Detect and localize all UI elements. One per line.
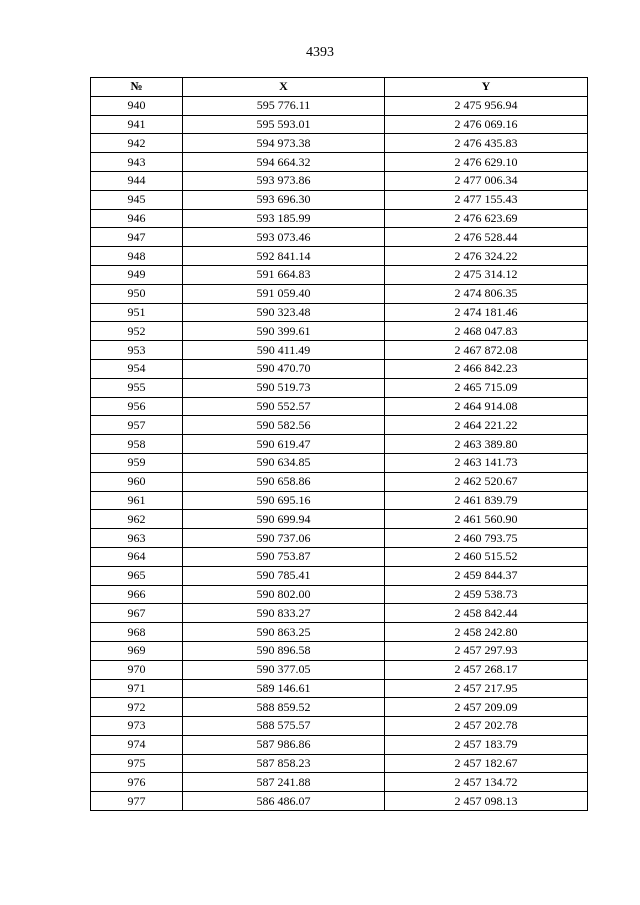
cell-number: 943 <box>91 153 183 172</box>
table-row <box>91 698 588 717</box>
cell-x: 593 696.30 <box>183 190 385 209</box>
table-row <box>91 623 588 642</box>
cell-number: 944 <box>91 171 183 190</box>
cell-number: 973 <box>91 717 183 736</box>
table-row <box>91 604 588 623</box>
cell-y: 2 463 389.80 <box>385 435 588 454</box>
cell-y: 2 457 297.93 <box>385 641 588 660</box>
table-row <box>91 435 588 454</box>
cell-number: 941 <box>91 115 183 134</box>
table-row <box>91 209 588 228</box>
table-row <box>91 171 588 190</box>
cell-y: 2 476 435.83 <box>385 134 588 153</box>
table-row <box>91 265 588 284</box>
table-row <box>91 115 588 134</box>
cell-x: 594 973.38 <box>183 134 385 153</box>
cell-number: 954 <box>91 359 183 378</box>
table-row <box>91 247 588 266</box>
cell-x: 587 241.88 <box>183 773 385 792</box>
cell-y: 2 464 914.08 <box>385 397 588 416</box>
cell-x: 590 833.27 <box>183 604 385 623</box>
cell-y: 2 468 047.83 <box>385 322 588 341</box>
cell-number: 965 <box>91 566 183 585</box>
cell-y: 2 476 528.44 <box>385 228 588 247</box>
cell-y: 2 460 793.75 <box>385 529 588 548</box>
cell-x: 590 377.05 <box>183 660 385 679</box>
cell-y: 2 476 069.16 <box>385 115 588 134</box>
cell-x: 590 699.94 <box>183 510 385 529</box>
cell-x: 592 841.14 <box>183 247 385 266</box>
cell-x: 590 519.73 <box>183 378 385 397</box>
cell-x: 590 582.56 <box>183 416 385 435</box>
cell-x: 588 575.57 <box>183 717 385 736</box>
table-row <box>91 491 588 510</box>
table-row <box>91 284 588 303</box>
cell-y: 2 475 314.12 <box>385 265 588 284</box>
cell-number: 970 <box>91 660 183 679</box>
cell-x: 586 486.07 <box>183 792 385 811</box>
header-y: Y <box>385 78 588 97</box>
cell-number: 962 <box>91 510 183 529</box>
cell-number: 958 <box>91 435 183 454</box>
page-number: 4393 <box>306 45 334 60</box>
cell-y: 2 476 324.22 <box>385 247 588 266</box>
cell-x: 590 552.57 <box>183 397 385 416</box>
cell-x: 590 634.85 <box>183 453 385 472</box>
cell-y: 2 458 842.44 <box>385 604 588 623</box>
cell-number: 977 <box>91 792 183 811</box>
cell-x: 590 695.16 <box>183 491 385 510</box>
cell-number: 963 <box>91 529 183 548</box>
cell-number: 968 <box>91 623 183 642</box>
cell-number: 975 <box>91 754 183 773</box>
cell-x: 590 470.70 <box>183 359 385 378</box>
cell-y: 2 457 134.72 <box>385 773 588 792</box>
cell-x: 590 619.47 <box>183 435 385 454</box>
cell-number: 974 <box>91 735 183 754</box>
cell-y: 2 467 872.08 <box>385 341 588 360</box>
header-number: № <box>91 78 183 97</box>
cell-y: 2 457 098.13 <box>385 792 588 811</box>
table-row <box>91 228 588 247</box>
cell-y: 2 459 538.73 <box>385 585 588 604</box>
table-row <box>91 735 588 754</box>
cell-number: 976 <box>91 773 183 792</box>
cell-x: 593 073.46 <box>183 228 385 247</box>
table-row <box>91 529 588 548</box>
cell-x: 590 411.49 <box>183 341 385 360</box>
cell-x: 591 664.83 <box>183 265 385 284</box>
cell-y: 2 464 221.22 <box>385 416 588 435</box>
cell-number: 969 <box>91 641 183 660</box>
table-row <box>91 416 588 435</box>
cell-y: 2 474 181.46 <box>385 303 588 322</box>
cell-y: 2 460 515.52 <box>385 547 588 566</box>
table-row <box>91 453 588 472</box>
cell-number: 942 <box>91 134 183 153</box>
cell-number: 945 <box>91 190 183 209</box>
cell-y: 2 457 217.95 <box>385 679 588 698</box>
table-row <box>91 754 588 773</box>
cell-x: 590 802.00 <box>183 585 385 604</box>
cell-number: 971 <box>91 679 183 698</box>
cell-y: 2 458 242.80 <box>385 623 588 642</box>
table-row <box>91 359 588 378</box>
table-row <box>91 190 588 209</box>
cell-y: 2 457 268.17 <box>385 660 588 679</box>
cell-y: 2 462 520.67 <box>385 472 588 491</box>
cell-y: 2 477 155.43 <box>385 190 588 209</box>
cell-x: 593 973.86 <box>183 171 385 190</box>
cell-y: 2 476 629.10 <box>385 153 588 172</box>
cell-x: 590 863.25 <box>183 623 385 642</box>
cell-number: 959 <box>91 453 183 472</box>
cell-x: 590 323.48 <box>183 303 385 322</box>
cell-x: 590 399.61 <box>183 322 385 341</box>
cell-x: 590 785.41 <box>183 566 385 585</box>
cell-x: 589 146.61 <box>183 679 385 698</box>
cell-number: 957 <box>91 416 183 435</box>
table-header-row <box>91 78 588 97</box>
cell-x: 591 059.40 <box>183 284 385 303</box>
table-row <box>91 566 588 585</box>
cell-number: 951 <box>91 303 183 322</box>
cell-number: 950 <box>91 284 183 303</box>
cell-y: 2 463 141.73 <box>385 453 588 472</box>
coordinates-table <box>90 77 588 811</box>
cell-number: 967 <box>91 604 183 623</box>
table-row <box>91 303 588 322</box>
cell-x: 595 776.11 <box>183 96 385 115</box>
cell-number: 940 <box>91 96 183 115</box>
cell-number: 964 <box>91 547 183 566</box>
cell-x: 587 986.86 <box>183 735 385 754</box>
table-row <box>91 510 588 529</box>
cell-number: 949 <box>91 265 183 284</box>
table-row <box>91 679 588 698</box>
cell-number: 948 <box>91 247 183 266</box>
table-row <box>91 547 588 566</box>
cell-x: 594 664.32 <box>183 153 385 172</box>
cell-y: 2 457 182.67 <box>385 754 588 773</box>
table-row <box>91 134 588 153</box>
cell-y: 2 474 806.35 <box>385 284 588 303</box>
cell-y: 2 461 560.90 <box>385 510 588 529</box>
cell-x: 590 753.87 <box>183 547 385 566</box>
table-body <box>91 96 588 810</box>
cell-number: 953 <box>91 341 183 360</box>
table-row <box>91 641 588 660</box>
cell-y: 2 476 623.69 <box>385 209 588 228</box>
cell-x: 593 185.99 <box>183 209 385 228</box>
cell-y: 2 459 844.37 <box>385 566 588 585</box>
table-row <box>91 792 588 811</box>
cell-number: 956 <box>91 397 183 416</box>
cell-number: 955 <box>91 378 183 397</box>
cell-number: 952 <box>91 322 183 341</box>
cell-y: 2 457 209.09 <box>385 698 588 717</box>
cell-number: 946 <box>91 209 183 228</box>
cell-x: 595 593.01 <box>183 115 385 134</box>
cell-y: 2 465 715.09 <box>385 378 588 397</box>
cell-y: 2 461 839.79 <box>385 491 588 510</box>
cell-number: 966 <box>91 585 183 604</box>
table-row <box>91 773 588 792</box>
cell-x: 590 737.06 <box>183 529 385 548</box>
cell-x: 590 658.86 <box>183 472 385 491</box>
cell-x: 588 859.52 <box>183 698 385 717</box>
cell-x: 590 896.58 <box>183 641 385 660</box>
cell-y: 2 457 183.79 <box>385 735 588 754</box>
cell-y: 2 477 006.34 <box>385 171 588 190</box>
table-row <box>91 341 588 360</box>
table-row <box>91 660 588 679</box>
cell-number: 947 <box>91 228 183 247</box>
table-row <box>91 585 588 604</box>
table-row <box>91 472 588 491</box>
cell-y: 2 457 202.78 <box>385 717 588 736</box>
cell-number: 961 <box>91 491 183 510</box>
cell-x: 587 858.23 <box>183 754 385 773</box>
table-row <box>91 397 588 416</box>
table-row <box>91 96 588 115</box>
table-row <box>91 322 588 341</box>
table-row <box>91 378 588 397</box>
cell-number: 960 <box>91 472 183 491</box>
table-row <box>91 717 588 736</box>
cell-y: 2 466 842.23 <box>385 359 588 378</box>
table-row <box>91 153 588 172</box>
header-x: X <box>183 78 385 97</box>
cell-y: 2 475 956.94 <box>385 96 588 115</box>
cell-number: 972 <box>91 698 183 717</box>
